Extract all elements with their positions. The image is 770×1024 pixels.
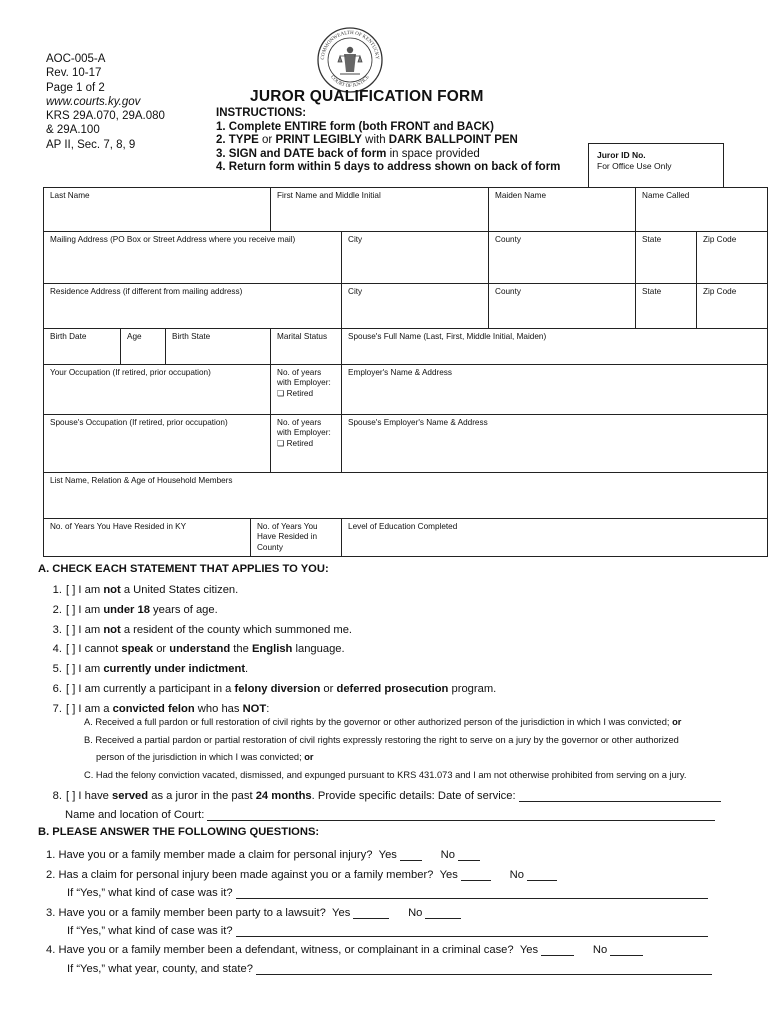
instructions-heading: INSTRUCTIONS:	[216, 107, 307, 119]
mailing-address-label: Mailing Address (PO Box or Street Address where you receive mail)	[50, 235, 296, 244]
t: [ ] I am	[66, 584, 104, 596]
question-3-followup[interactable]	[67, 925, 708, 937]
personal-info-grid	[43, 187, 768, 557]
t: or	[320, 683, 337, 695]
statement-7b-cont	[96, 752, 314, 762]
b: English	[251, 643, 293, 655]
t: . Provide specific details: Date of service:	[311, 790, 516, 802]
section-a-heading: A. CHECK EACH STATEMENT THAT APPLIES TO YOU:	[38, 563, 329, 575]
mailing-city-field[interactable]	[342, 232, 489, 284]
q1-yes-line[interactable]	[400, 849, 422, 861]
t: [ ] I am	[66, 604, 104, 616]
residence-address-label: Residence Address (if different from mailing address)	[50, 287, 243, 296]
t: person of the jurisdiction in which I was convicted;	[96, 752, 302, 762]
marital-status-field[interactable]	[271, 329, 342, 365]
mailing-zip-field[interactable]	[697, 232, 768, 284]
court-seal-icon	[316, 26, 384, 94]
instr-2-e: DARK BALLPOINT PEN	[388, 134, 518, 147]
t: [ ] I cannot	[66, 643, 122, 655]
question-1[interactable]	[46, 849, 480, 861]
b: understand	[169, 643, 231, 655]
juror-id-box[interactable]	[588, 143, 724, 187]
num: 4.	[52, 643, 62, 655]
q2f-line[interactable]	[236, 887, 708, 899]
form-header-info	[46, 52, 165, 152]
birth-date-field[interactable]	[44, 329, 121, 365]
t: [ ] I have	[66, 790, 113, 802]
maiden-name-label: Maiden Name	[495, 191, 546, 200]
years-employer-label: No. of years with Employer:	[277, 368, 331, 388]
q1-no-line[interactable]	[458, 849, 480, 861]
t: [ ] I am a	[66, 703, 113, 715]
q4-yes-line[interactable]	[541, 944, 574, 956]
t: A. Received a full pardon or full restoration of civil rights by the governor or other authorized person of the jurisdiction in which I was convicted;	[84, 717, 670, 727]
instr-2-a: 2. TYPE	[216, 134, 259, 147]
form-revision: Rev. 10-17	[46, 67, 102, 80]
education-label: Level of Education Completed	[348, 522, 458, 531]
statute-ref-2: & 29A.100	[46, 124, 100, 137]
q3-text: 3. Have you or a family member been party to a lawsuit?	[46, 907, 326, 919]
seal-bottom-text: COURT OF JUSTICE	[329, 74, 371, 90]
spouse-years-employer-field[interactable]	[271, 415, 342, 473]
q3-no-line[interactable]	[425, 907, 461, 919]
q2-yes-line[interactable]	[461, 869, 491, 881]
state-label: State	[642, 287, 662, 296]
q2-no-line[interactable]	[527, 869, 557, 881]
birth-date-label: Birth Date	[50, 332, 87, 341]
juror-id-sublabel: For Office Use Only	[597, 161, 672, 171]
num: 7.	[52, 703, 62, 715]
name-called-label: Name Called	[642, 191, 690, 200]
t: [ ] I am currently a participant in a	[66, 683, 235, 695]
num: 2.	[52, 604, 62, 616]
b: or	[301, 752, 314, 762]
retired-checkbox[interactable]: ❏ Retired	[277, 388, 314, 398]
b: under 18	[103, 604, 150, 616]
t: :	[266, 703, 270, 715]
residence-address-field[interactable]	[44, 284, 342, 329]
instr-2-c: PRINT LEGIBLY	[275, 134, 362, 147]
t: a resident of the county which summoned me.	[120, 624, 353, 636]
age-label: Age	[127, 332, 142, 341]
question-2[interactable]	[46, 869, 557, 881]
num: 3.	[52, 624, 62, 636]
num: 5.	[52, 663, 62, 675]
residence-city-field[interactable]	[342, 284, 489, 329]
instr-3-a: 3. SIGN and DATE back of form	[216, 147, 387, 160]
education-field[interactable]	[342, 519, 768, 557]
yes-label: Yes	[378, 849, 397, 861]
page-number: Page 1 of 2	[46, 81, 105, 94]
t: [ ] I am	[66, 663, 104, 675]
residence-state-field[interactable]	[636, 284, 697, 329]
statement-2[interactable]	[38, 604, 218, 616]
ap-ref: AP II, Sec. 7, 8, 9	[46, 138, 136, 151]
juror-id-label: Juror ID No.	[597, 150, 646, 160]
instr-2-d: with	[361, 134, 389, 147]
b: deferred prosecution	[336, 683, 449, 695]
q2f-text: If “Yes,” what kind of case was it?	[67, 887, 233, 899]
household-members-field[interactable]	[44, 473, 768, 519]
city-label: City	[348, 287, 363, 296]
t: who has	[194, 703, 243, 715]
last-name-field[interactable]	[44, 188, 271, 232]
website-link[interactable]: www.courts.ky.gov	[46, 95, 141, 108]
no-label: No	[592, 944, 608, 956]
q3-yes-line[interactable]	[353, 907, 389, 919]
court-location-label: Name and location of Court:	[65, 809, 205, 821]
t: as a juror in the past	[148, 790, 256, 802]
section-b-heading: B. PLEASE ANSWER THE FOLLOWING QUESTIONS:	[38, 826, 320, 838]
years-county-label: No. of Years You Have Resided in County	[257, 522, 318, 552]
age-field[interactable]	[121, 329, 166, 365]
t: the	[230, 643, 252, 655]
q4f-line[interactable]	[256, 963, 712, 975]
t: years of age.	[149, 604, 218, 616]
residence-county-field[interactable]	[489, 284, 636, 329]
b: speak	[121, 643, 154, 655]
num: 6.	[52, 683, 62, 695]
occupation-label: Your Occupation (If retired, prior occupation)	[50, 368, 211, 377]
b: NOT	[242, 703, 267, 715]
last-name-label: Last Name	[50, 191, 90, 200]
first-name-field[interactable]	[271, 188, 489, 232]
num: 1.	[52, 584, 62, 596]
no-label: No	[408, 907, 423, 919]
date-of-service-line[interactable]	[519, 790, 721, 802]
b: not	[103, 624, 121, 636]
years-ky-label: No. of Years You Have Resided in KY	[50, 522, 187, 531]
b: felony diversion	[234, 683, 321, 695]
instr-2-b: or	[258, 134, 276, 147]
instruction-2	[216, 134, 560, 148]
statement-7c: C. Had the felony conviction vacated, dismissed, and expunged pursuant to KRS 431.073 and I am not otherwise prohibited from serving on a jury.	[84, 770, 687, 780]
household-label: List Name, Relation & Age of Household Members	[50, 476, 233, 485]
marital-status-label: Marital Status	[277, 332, 328, 341]
instruction-1: 1. Complete ENTIRE form (both FRONT and BACK)	[216, 120, 494, 133]
question-4-followup[interactable]	[67, 963, 712, 975]
yes-label: Yes	[332, 907, 351, 919]
years-employer-field[interactable]	[271, 365, 342, 415]
zip-label: Zip Code	[703, 235, 737, 244]
statement-5[interactable]	[38, 663, 248, 675]
spouse-name-field[interactable]	[342, 329, 768, 365]
seal-top-text: COMMONWEALTH OF KENTUCKY	[320, 30, 380, 60]
t: .	[245, 663, 249, 675]
spouse-retired-checkbox[interactable]: ❏ Retired	[277, 438, 314, 448]
spouse-occupation-label: Spouse's Occupation (If retired, prior occupation)	[50, 418, 228, 427]
mailing-state-field[interactable]	[636, 232, 697, 284]
mailing-county-field[interactable]	[489, 232, 636, 284]
spouse-employer-label: Spouse's Employer's Name & Address	[348, 418, 488, 427]
t: language.	[292, 643, 345, 655]
form-number: AOC-005-A	[46, 53, 106, 65]
zip-label: Zip Code	[703, 287, 737, 296]
q1-text: 1. Have you or a family member made a claim for personal injury?	[46, 849, 373, 861]
statement-8[interactable]	[38, 790, 721, 802]
instruction-3	[216, 148, 560, 162]
statute-ref: KRS 29A.070, 29A.080	[46, 110, 165, 123]
yes-label: Yes	[439, 869, 458, 881]
question-3[interactable]	[46, 907, 461, 919]
q4-text: 4. Have you or a family member been a defendant, witness, or complainant in a criminal case?	[46, 944, 514, 956]
q3f-text: If “Yes,” what kind of case was it?	[67, 925, 233, 937]
court-location-line[interactable]	[207, 809, 715, 821]
statement-1[interactable]	[38, 584, 238, 596]
instr-3-b: in space provided	[386, 147, 480, 160]
question-2-followup[interactable]	[67, 887, 708, 899]
statement-7a	[84, 717, 681, 727]
t: [ ] I am	[66, 624, 104, 636]
mailing-address-field[interactable]	[44, 232, 342, 284]
name-called-field[interactable]	[636, 188, 768, 232]
b: 24 months	[255, 790, 312, 802]
b: not	[103, 584, 121, 596]
city-label: City	[348, 235, 363, 244]
form-title: JUROR QUALIFICATION FORM	[250, 88, 484, 105]
birth-state-field[interactable]	[166, 329, 271, 365]
employer-label: Employer's Name & Address	[348, 368, 452, 377]
instructions	[216, 107, 560, 175]
instruction-4: 4. Return form within 5 days to address shown on back of form	[216, 161, 561, 174]
b: or	[669, 717, 682, 727]
county-label: County	[495, 235, 521, 244]
yes-label: Yes	[519, 944, 539, 956]
first-name-label: First Name and Middle Initial	[277, 191, 381, 200]
statement-4[interactable]	[38, 643, 345, 655]
no-label: No	[509, 869, 524, 881]
statement-7[interactable]	[38, 703, 269, 715]
question-4[interactable]	[46, 944, 643, 956]
spouse-years-employer-label: No. of years with Employer:	[277, 418, 331, 438]
q2-text: 2. Has a claim for personal injury been made against you or a family member?	[46, 869, 434, 881]
q3f-line[interactable]	[236, 925, 708, 937]
years-county-field[interactable]	[251, 519, 342, 557]
t: or	[153, 643, 170, 655]
q4f-text: If “Yes,” what year, county, and state?	[67, 963, 253, 975]
q4-no-line[interactable]	[610, 944, 643, 956]
spouse-name-label: Spouse's Full Name (Last, First, Middle Initial, Maiden)	[348, 332, 547, 341]
state-label: State	[642, 235, 662, 244]
b: served	[112, 790, 149, 802]
statement-3[interactable]	[38, 624, 352, 636]
b: convicted felon	[112, 703, 195, 715]
court-location[interactable]	[65, 809, 715, 821]
spouse-occupation-field[interactable]	[44, 415, 271, 473]
statement-6[interactable]	[38, 683, 496, 695]
no-label: No	[440, 849, 455, 861]
t: program.	[448, 683, 497, 695]
maiden-name-field[interactable]	[489, 188, 636, 232]
spouse-employer-field[interactable]	[342, 415, 768, 473]
b: currently under indictment	[103, 663, 246, 675]
employer-field[interactable]	[342, 365, 768, 415]
residence-zip-field[interactable]	[697, 284, 768, 329]
birth-state-label: Birth State	[172, 332, 211, 341]
num: 8.	[52, 790, 62, 802]
t: a United States citizen.	[120, 584, 239, 596]
county-label: County	[495, 287, 521, 296]
years-ky-field[interactable]	[44, 519, 251, 557]
occupation-field[interactable]	[44, 365, 271, 415]
statement-7b: B. Received a partial pardon or partial restoration of civil rights expressly restoring the right to serve on a jury by the governor or other authorized	[84, 735, 679, 745]
